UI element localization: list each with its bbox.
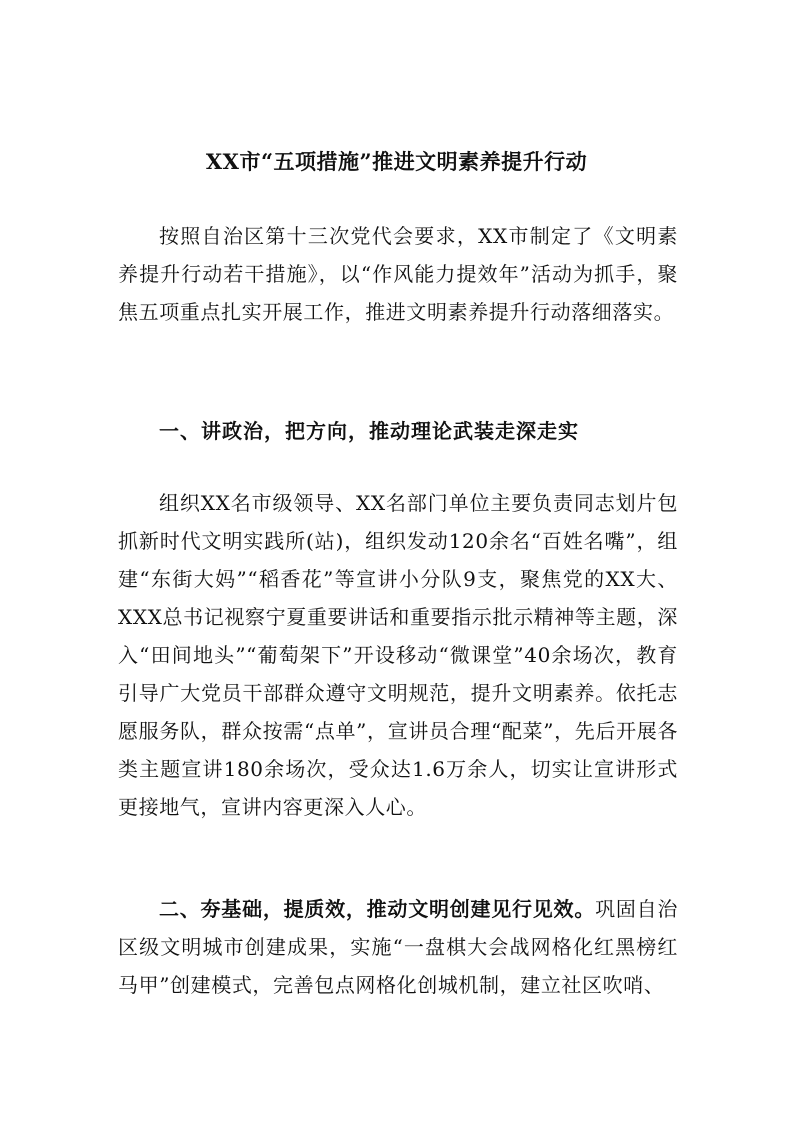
section-2-paragraph xyxy=(118,890,678,1004)
section-2-heading: 二、夯基础，提质效，推动文明创建见行见效。 xyxy=(159,897,596,921)
section-1-heading: 一、讲政治，把方向，推动理论武装走深走实 xyxy=(159,419,579,443)
intro-paragraph: 按照自治区第十三次党代会要求，XX市制定了《文明素养提升行动若干措施》，以“作风能力提效年”活动为抓手，聚焦五项重点扎实开展工作，推进文明素养提升行动落细落实。 xyxy=(118,224,678,324)
section-1-paragraph: 组织XX名市级领导、XX名部门单位主要负责同志划片包抓新时代文明实践所(站)，组织发动120余名“百姓名嘴”，组建“东街大妈”“稻香花”等宣讲小分队9支，聚焦党的XX大、XXX总书记视察宁夏重要讲话和重要指示批示精神等主题，深入“田间地头”“葡萄架下”开设移动“微课堂”40余场次，教育引导广大党员干部群众遵守文明规范，提升文明素养。依托志愿服务队，群众按需“点单”，宣讲员合理“配菜”，先后开展各类主题宣讲180余场次，受众达1.6万余人，切实让宣讲形式更接地气，宣讲内容更深入人心。 xyxy=(118,491,678,819)
section-2-body: 巩固自治区级文明城市创建成果，实施“一盘棋大会战网格化红黑榜红马甲”创建模式，完善包点网格化创城机制，建立社区吹哨、 xyxy=(118,897,678,997)
page-title: XX市“五项措施”推进文明素养提升行动 xyxy=(205,149,588,174)
